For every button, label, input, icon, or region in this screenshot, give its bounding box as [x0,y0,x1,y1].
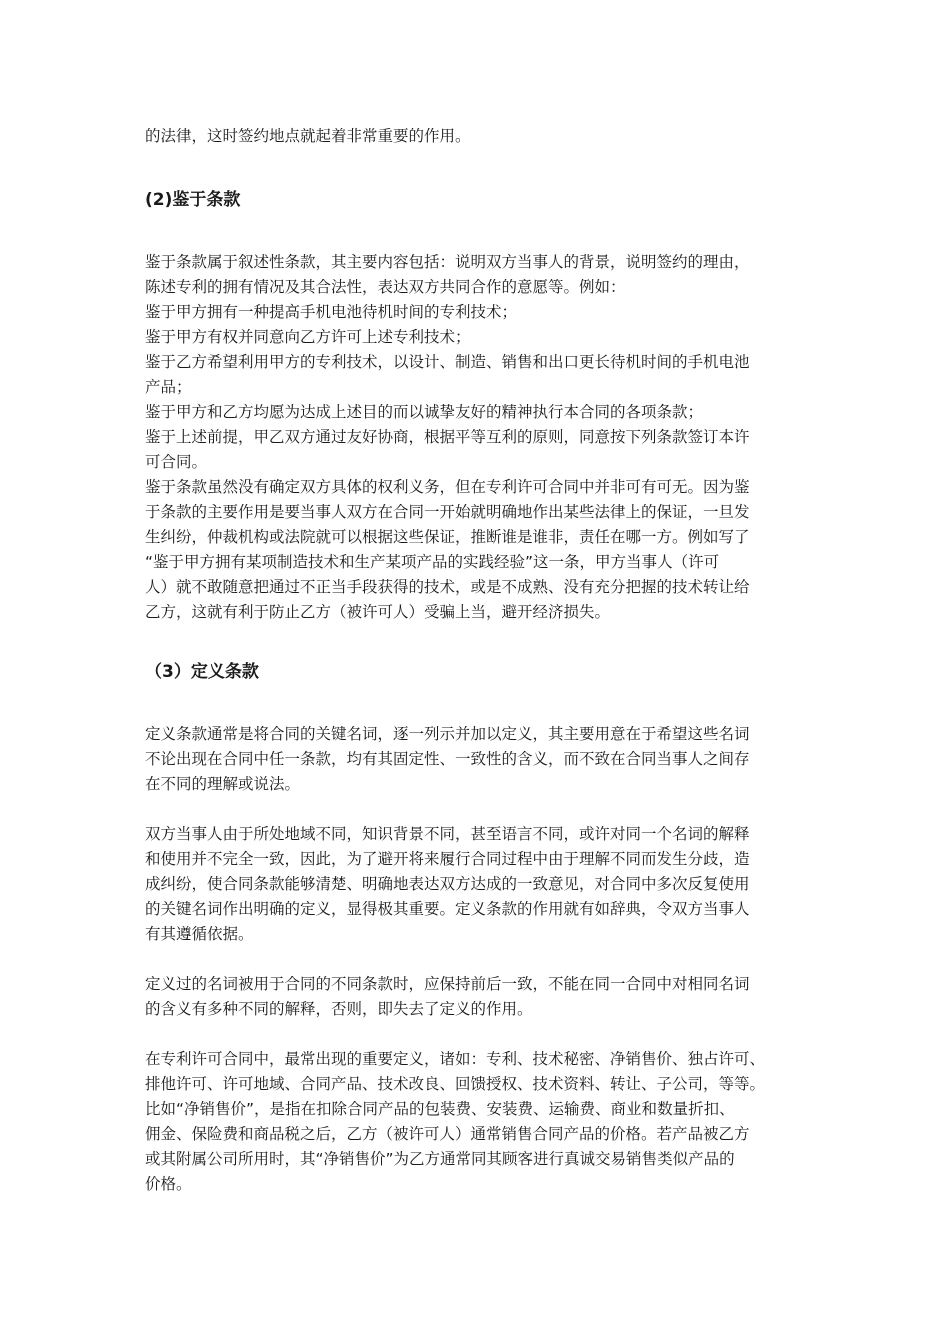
text-line: 于条款的主要作用是要当事人双方在合同一开始就明确地作出某些法律上的保证，一旦发 [145,503,750,521]
section-3-paragraph-4 [145,1047,810,1197]
section-3-heading: （3）定义条款 [145,662,259,682]
text-line: 或其附属公司所用时，其“净销售价”为乙方通常同其顾客进行真诚交易销售类似产品的 [145,1150,735,1168]
section-2-paragraph [145,250,810,625]
text-line: 的法律，这时签约地点就起着非常重要的作用。 [145,127,471,145]
text-line: 的含义有多种不同的解释，否则，即失去了定义的作用。 [145,1000,533,1018]
text-line: 鉴于条款属于叙述性条款，其主要内容包括：说明双方当事人的背景，说明签约的理由， [145,253,750,271]
text-line: 比如“净销售价”，是指在扣除合同产品的包装费、安装费、运输费、商业和数量折扣、 [145,1100,735,1118]
text-line: 鉴于甲方和乙方均愿为达成上述目的而以诚挚友好的精神执行本合同的各项条款； [145,403,704,421]
text-line: 鉴于甲方有权并同意向乙方许可上述专利技术； [145,328,471,346]
intro-paragraph [145,124,810,149]
text-line: 和使用并不完全一致，因此，为了避开将来履行合同过程中由于理解不同而发生分歧，造 [145,850,750,868]
text-line: 鉴于上述前提，甲乙双方通过友好协商，根据平等互利的原则，同意按下列条款签订本许 [145,428,750,446]
text-line: 鉴于乙方希望利用甲方的专利技术，以设计、制造、销售和出口更长待机时间的手机电池 [145,353,750,371]
text-line: 人）就不敢随意把通过不正当手段获得的技术，或是不成熟、没有充分把握的技术转让给 [145,578,750,596]
text-line: 定义过的名词被用于合同的不同条款时，应保持前后一致，不能在同一合同中对相同名词 [145,975,750,993]
text-line: 成纠纷，使合同条款能够清楚、明确地表达双方达成的一致意见，对合同中多次反复使用 [145,875,750,893]
text-line: 乙方，这就有利于防止乙方（被许可人）受骗上当，避开经济损失。 [145,603,611,621]
text-line: 在专利许可合同中，最常出现的重要定义，诸如：专利、技术秘密、净销售价、独占许可、 [145,1050,766,1068]
text-line: 鉴于条款虽然没有确定双方具体的权利义务，但在专利许可合同中并非可有可无。因为鉴 [145,478,750,496]
text-line: 佣金、保险费和商品税之后，乙方（被许可人）通常销售合同产品的价格。若产品被乙方 [145,1125,750,1143]
text-line: 不论出现在合同中任一条款，均有其固定性、一致性的含义，而不致在合同当事人之间存 [145,750,750,768]
text-line: 可合同。 [145,453,208,471]
text-line: 产品； [145,378,192,396]
text-line: “鉴于甲方拥有某项制造技术和生产某项产品的实践经验”这一条，甲方当事人（许可 [145,553,720,571]
section-3-paragraph-1 [145,722,810,797]
text-line: 的关键名词作出明确的定义，显得极其重要。定义条款的作用就有如辞典，令双方当事人 [145,900,750,918]
section-3-paragraph-3 [145,972,810,1022]
text-line: 双方当事人由于所处地域不同，知识背景不同，甚至语言不同，或许对同一个名词的解释 [145,825,750,843]
text-line: 鉴于甲方拥有一种提高手机电池待机时间的专利技术； [145,303,518,321]
section-2-heading: (2)鉴于条款 [145,190,241,210]
section-3-paragraph-2 [145,822,810,947]
text-line: 排他许可、许可地域、合同产品、技术改良、回馈授权、技术资料、转让、子公司，等等。 [145,1075,766,1093]
text-line: 在不同的理解或说法。 [145,775,301,793]
text-line: 生纠纷，仲裁机构或法院就可以根据这些保证，推断谁是谁非，责任在哪一方。例如写了 [145,528,750,546]
text-line: 定义条款通常是将合同的关键名词，逐一列示并加以定义，其主要用意在于希望这些名词 [145,725,750,743]
text-line: 有其遵循依据。 [145,925,254,943]
text-line: 陈述专利的拥有情况及其合法性，表达双方共同合作的意愿等。例如： [145,278,626,296]
text-line: 价格。 [145,1175,192,1193]
